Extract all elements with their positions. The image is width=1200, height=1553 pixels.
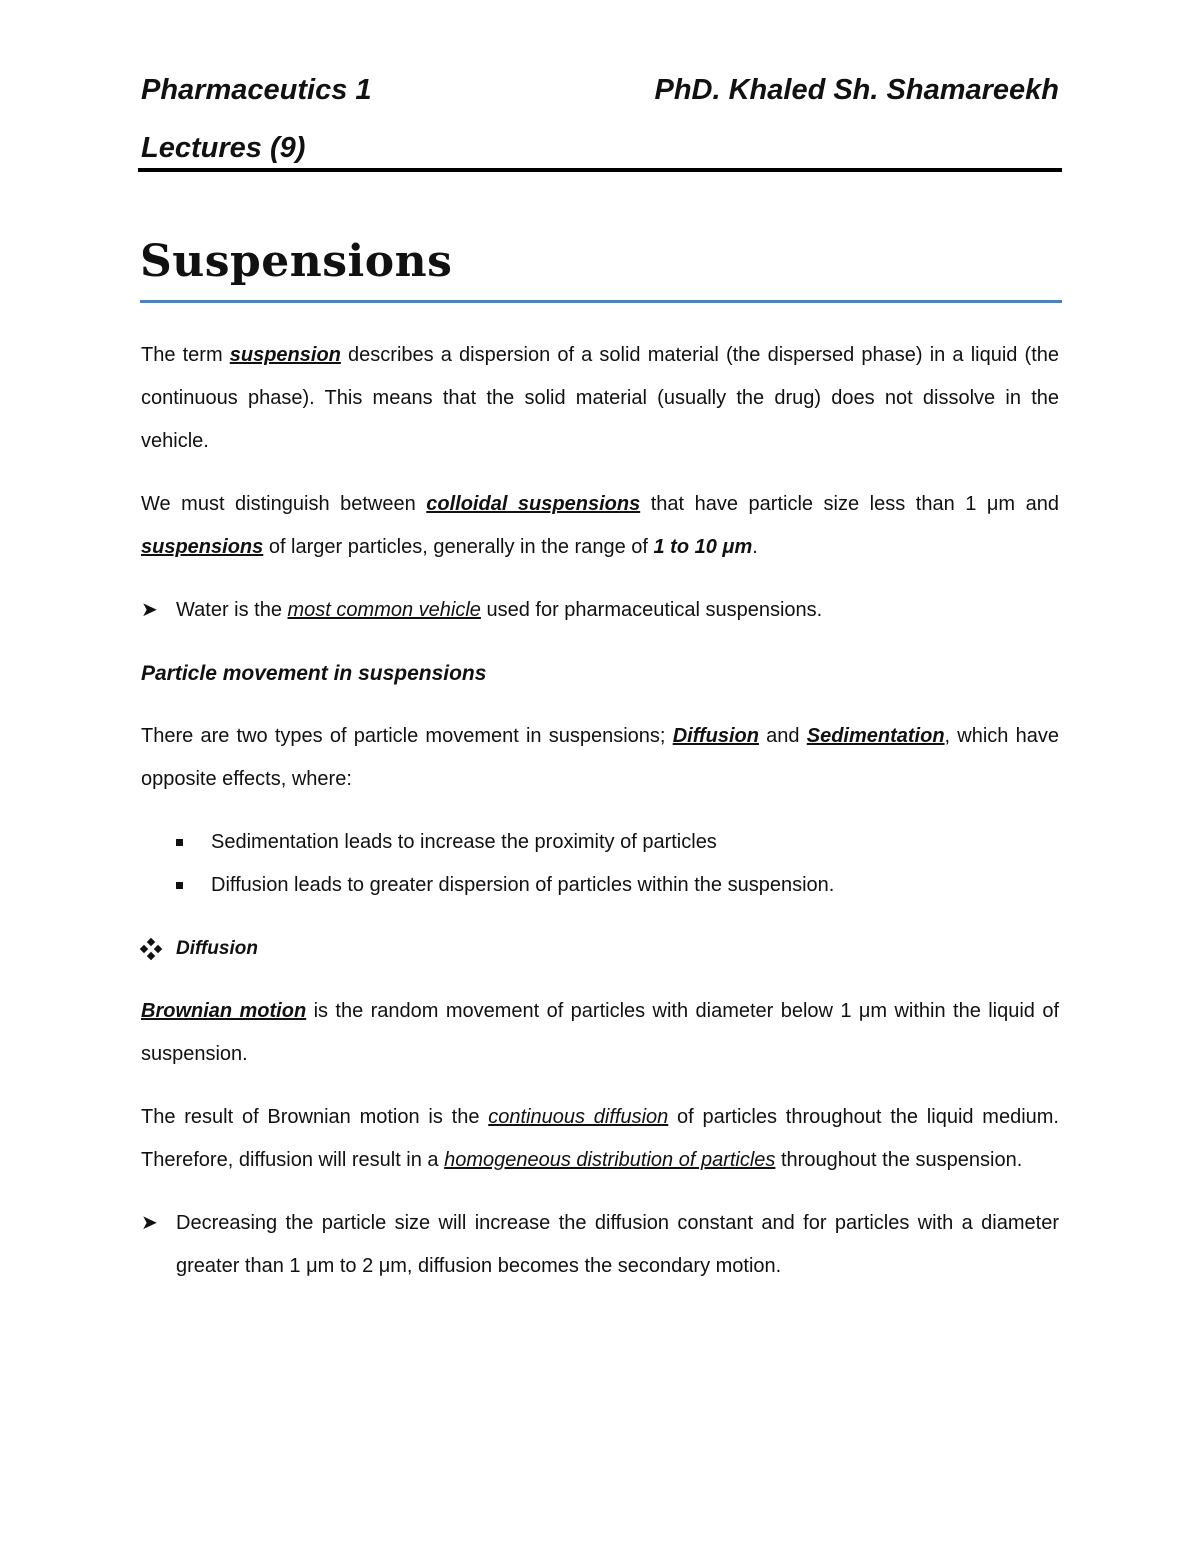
brownian-result-paragraph <box>141 1096 1059 1182</box>
text-run: Water is the <box>176 599 288 621</box>
arrow-bullet-icon: ➤ <box>141 1212 158 1234</box>
square-bullet-icon <box>176 882 183 889</box>
term-most-common-vehicle: most common vehicle <box>287 599 481 621</box>
text-run: throughout the suspension. <box>775 1149 1023 1171</box>
text-run: that have particle size less than 1 μm and <box>640 493 1059 515</box>
list-item-text: Diffusion leads to greater dispersion of particles within the suspension. <box>211 874 835 896</box>
text-run: used for pharmaceutical suspensions. <box>480 599 823 621</box>
term-continuous-diffusion: continuous diffusion <box>488 1106 669 1128</box>
document-body <box>141 334 1059 1288</box>
section-heading-particle-movement: Particle movement in suspensions <box>141 662 487 685</box>
bullet-text <box>176 589 1059 632</box>
diamond-bullet-icon <box>141 939 161 959</box>
term-suspension: suspension <box>229 344 341 366</box>
header-author: PhD. Khaled Sh. Shamareekh <box>654 74 1059 106</box>
term-diffusion: Diffusion <box>672 725 759 747</box>
text-run: There are two types of particle movement in suspensions; <box>141 725 673 747</box>
text-run: . <box>752 536 758 558</box>
header-lecture: Lectures (9) <box>141 132 306 164</box>
subsection-heading-diffusion <box>141 927 1059 970</box>
list-item <box>141 821 1059 864</box>
movement-list <box>141 821 1059 907</box>
subsection-heading-text: Diffusion <box>176 938 258 959</box>
term-suspensions: suspensions <box>141 536 264 558</box>
intro-paragraph-1 <box>141 334 1059 463</box>
brownian-paragraph <box>141 990 1059 1076</box>
term-homogeneous-distribution: homogeneous distribution of particles <box>444 1149 776 1171</box>
term-brownian-motion: Brownian motion <box>141 1000 307 1022</box>
movement-paragraph <box>141 715 1059 801</box>
text-run: The result of Brownian motion is the <box>141 1106 489 1128</box>
size-range: 1 to 10 μm <box>653 536 753 558</box>
page-title: Suspensions <box>140 236 453 287</box>
text-run: The term <box>141 344 230 366</box>
list-item-text: Sedimentation leads to increase the proximity of particles <box>211 831 717 853</box>
text-run: of particles throughout the liquid medium. Therefore, diffusion will result in a <box>141 1106 1059 1171</box>
header-course: Pharmaceutics 1 <box>141 74 372 106</box>
term-colloidal-suspensions: colloidal suspensions <box>426 493 641 515</box>
text-run: of larger particles, generally in the range of <box>263 536 654 558</box>
term-sedimentation: Sedimentation <box>806 725 945 747</box>
square-bullet-icon <box>176 839 183 846</box>
text-run: We must distinguish between <box>141 493 427 515</box>
arrow-bullet-icon: ➤ <box>141 599 158 621</box>
list-item <box>141 864 1059 907</box>
text-run: describes a dispersion of a solid material (the dispersed phase) in a liquid (the continuous phase). This means that the solid material (usually the drug) does not dissolve in the vehicle. <box>141 344 1059 452</box>
text-run: is the random movement of particles with diameter below 1 μm within the liquid of suspension. <box>141 1000 1059 1065</box>
header-rule <box>138 168 1062 172</box>
text-run: , which have opposite effects, where: <box>141 725 1059 790</box>
intro-paragraph-2 <box>141 483 1059 569</box>
bullet-text: Decreasing the particle size will increase the diffusion constant and for particles with a diameter greater than 1 μm to 2 μm, diffusion becomes the secondary motion. <box>176 1212 1059 1277</box>
bullet-particle-size <box>141 1202 1059 1288</box>
title-rule <box>140 300 1062 303</box>
text-run: and <box>758 725 807 747</box>
bullet-water-vehicle <box>141 589 1059 632</box>
